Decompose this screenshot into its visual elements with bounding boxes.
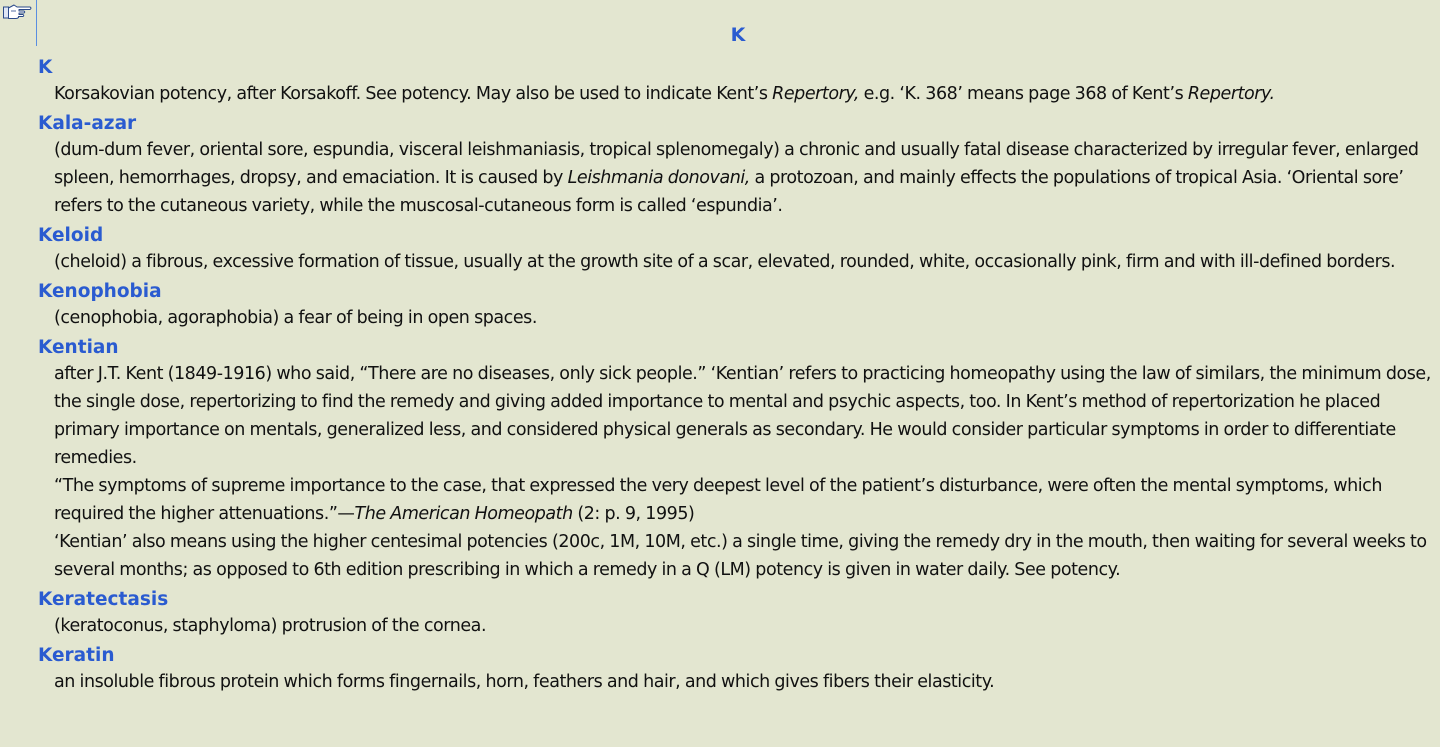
italic-text: Repertory. — [1187, 84, 1275, 104]
pointing-hand-icon[interactable] — [3, 2, 33, 20]
definition-paragraph — [54, 80, 1436, 108]
entry-definition — [54, 360, 1436, 584]
entry-definition — [54, 136, 1436, 220]
entry-term: K — [38, 57, 53, 78]
glossary-entry — [38, 336, 1436, 584]
definition-text: ‘Kentian’ also means using the higher centesimal potencies (200c, 1M, 10M, etc.) a single time, giving the remedy dry in the mouth, then waiting for several weeks to several months; as opposed to 6th edition prescribing in which a remedy in a Q (LM) potency is given in water daily. See potency. — [54, 532, 1427, 580]
margin-gutter — [0, 0, 36, 747]
definition-text: after J.T. Kent (1849-1916) who said, “There are no diseases, only sick people.” ‘Kentian’ refers to practicing homeopathy using the law of similars, the minimum dose, the single dose, repertorizing to find the remedy and giving added importance to mental and psychic aspects, too. In Kent’s method of repertorization he placed primary importance on mentals, generalized less, and considered physical generals as secondary. He would consider particular symptoms in order to differentiate remedies. — [54, 364, 1431, 468]
entry-term: Kentian — [38, 337, 119, 358]
glossary-entry — [38, 224, 1436, 276]
glossary-entry — [38, 112, 1436, 220]
italic-text: Repertory, — [772, 84, 859, 104]
definition-text: e.g. ‘K. 368’ means page 368 of Kent’s — [858, 84, 1188, 104]
entry-term: Kala-azar — [38, 113, 137, 134]
definition-paragraph — [54, 360, 1436, 472]
definition-text: Korsakovian potency, after Korsakoff. See potency. May also be used to indicate Kent’s — [54, 84, 773, 104]
definition-text: (2: p. 9, 1995) — [572, 504, 695, 524]
definition-text: “The symptoms of supreme importance to the case, that expressed the very deepest level of the patient’s disturbance, were often the mental symptoms, which required the higher attenuations.”— — [54, 476, 1382, 524]
entry-term: Keloid — [38, 225, 104, 246]
definition-text: an insoluble fibrous protein which forms fingernails, horn, feathers and hair, and which gives fibers their elasticity. — [54, 672, 995, 692]
italic-text: The American Homeopath — [354, 504, 573, 524]
entry-definition — [54, 304, 1436, 332]
definition-text: (keratoconus, staphyloma) protrusion of the cornea. — [54, 616, 487, 636]
definition-paragraph — [54, 668, 1436, 696]
definition-text: a protozoan, and mainly effects the populations of tropical Asia. ‘Oriental sore’ refers to the cutaneous variety, while the muscosal-cutaneous form is called ‘espundia’. — [54, 168, 1404, 216]
glossary-entry — [38, 56, 1436, 108]
entry-definition — [54, 668, 1436, 696]
entry-term: Keratin — [38, 645, 115, 666]
entry-term: Keratectasis — [38, 589, 169, 610]
definition-paragraph — [54, 472, 1436, 528]
definition-paragraph — [54, 248, 1436, 276]
definition-paragraph — [54, 612, 1436, 640]
entry-definition — [54, 612, 1436, 640]
definition-text: (cenophobia, agoraphobia) a fear of being in open spaces. — [54, 308, 537, 328]
glossary-entry — [38, 280, 1436, 332]
definition-text: (cheloid) a fibrous, excessive formation of tissue, usually at the growth site of a scar, elevated, rounded, white, occasionally pink, firm and with ill-defined borders. — [54, 252, 1396, 272]
glossary-entry — [38, 588, 1436, 640]
entry-definition — [54, 80, 1436, 108]
definition-text: (dum-dum fever, oriental sore, espundia, visceral leishmaniasis, tropical splenomegaly) a chronic and usually fatal disease characterized by irregular fever, enlarged spleen, hemorrhages, dropsy, and emaciation. It is caused by — [54, 140, 1419, 188]
glossary-entries — [38, 56, 1436, 696]
entry-definition — [54, 248, 1436, 276]
definition-paragraph — [54, 528, 1436, 584]
entry-term: Kenophobia — [38, 281, 162, 302]
definition-paragraph — [54, 136, 1436, 220]
definition-paragraph — [54, 304, 1436, 332]
section-letter-heading: K — [730, 24, 746, 46]
glossary-entry — [38, 644, 1436, 696]
italic-text: Leishmania donovani, — [567, 168, 750, 188]
